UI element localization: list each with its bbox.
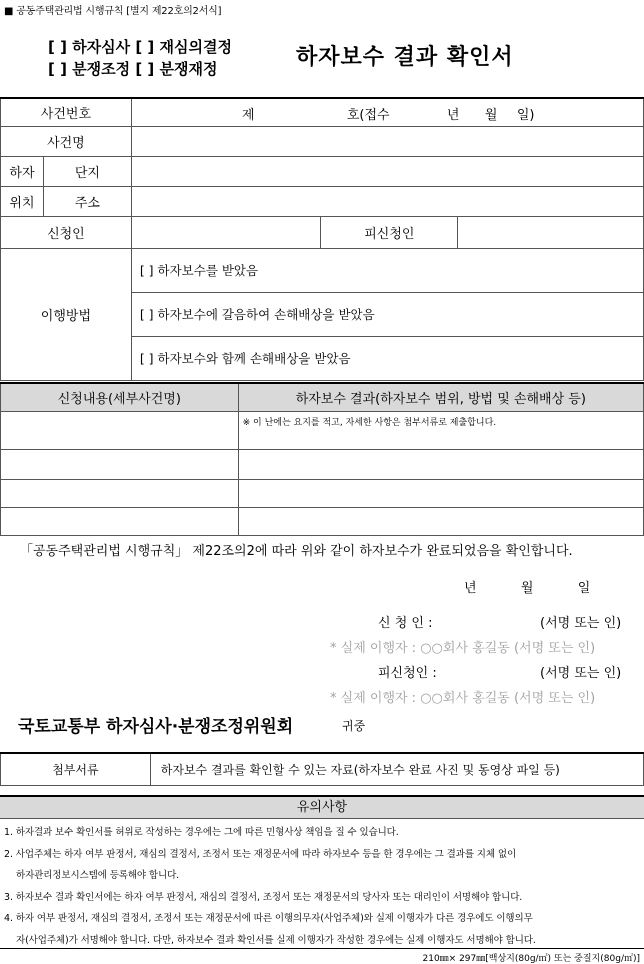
respondent-sign-label: 피신청인 : [378, 666, 437, 681]
form-type-checkboxes [48, 36, 232, 80]
content-col-request: 신청내용(세부사건명) [1, 383, 239, 411]
checkbox-line-2[interactable]: [ ] 분쟁조정 [ ] 분쟁재정 [48, 60, 218, 78]
method-option-1[interactable]: [ ] 하자보수를 받았음 [131, 248, 643, 292]
case-number-ho: 호(접수 [346, 108, 390, 124]
attachment-label: 첨부서류 [1, 753, 151, 785]
confirmation-statement: 「공동주택관리법 시행규칙」 제22조의2에 따라 위와 같이 하자보수가 완료되었음을 확인합니다. [20, 544, 573, 559]
repair-content-table [0, 382, 644, 536]
actual-performer-1: * 실제 이행자 : ○○회사 홍길동 (서명 또는 인) [330, 641, 596, 656]
attachment-table [0, 752, 644, 786]
content-col-result: 하자보수 결과(하자보수 범위, 방법 및 손해배상 등) [238, 383, 643, 411]
checkbox-line-1[interactable]: [ ] 하자심사 [ ] 재심의결정 [48, 38, 232, 56]
content-request-cell[interactable] [1, 507, 239, 535]
notes-heading: 유의사항 [0, 795, 644, 819]
respondent-field[interactable] [458, 216, 644, 248]
addressee: 귀중 [342, 719, 366, 733]
address-field[interactable] [131, 186, 643, 216]
content-request-cell[interactable] [1, 479, 239, 507]
case-number-day: 일) [516, 108, 535, 124]
content-result-cell[interactable] [238, 479, 643, 507]
actual-performer-2: * 실제 이행자 : ○○회사 홍길동 (서명 또는 인) [330, 691, 596, 706]
note-item: 하자관리정보시스템에 등록해야 합니다. [16, 870, 180, 881]
content-result-cell[interactable] [238, 507, 643, 535]
paper-spec: 210㎜× 297㎜[백상지(80g/㎡) 또는 중질지(80g/㎡)] [422, 954, 640, 964]
case-name-label: 사건명 [1, 126, 132, 156]
note-item: 4. 하자 여부 판정서, 재심의 결정서, 조정서 또는 재정문서에 따른 이행의무자(사업주체)와 실제 이행자가 다른 경우에도 이행의무 [4, 913, 533, 924]
applicant-sign-label: 신 청 인 : [378, 616, 433, 631]
address-label: 주소 [43, 186, 131, 216]
content-note: ※ 이 난에는 요지를 적고, 자세한 사항은 첨부서류로 제출합니다. [238, 411, 643, 449]
date-day: 일 [577, 581, 591, 596]
content-request-cell[interactable] [1, 411, 239, 449]
case-number-label: 사건번호 [1, 98, 132, 126]
complex-label: 단지 [43, 156, 131, 186]
respondent-label: 피신청인 [321, 216, 458, 248]
respondent-sign-area[interactable]: (서명 또는 인) [540, 666, 622, 681]
defect-location-label-1: 하자 [1, 156, 44, 186]
committee-name: 국토교통부 하자심사·분쟁조정위원회 [18, 717, 294, 737]
content-result-cell[interactable] [238, 449, 643, 479]
attachment-value: 하자보수 결과를 확인할 수 있는 자료(하자보수 완료 사진 및 동영상 파일 등) [150, 753, 643, 785]
case-number-year: 년 [446, 108, 460, 124]
case-info-table [0, 97, 644, 381]
bottom-rule [0, 948, 644, 949]
applicant-field[interactable] [131, 216, 321, 248]
signature-date[interactable] [464, 577, 590, 596]
method-label: 이행방법 [1, 248, 132, 380]
applicant-sign-area[interactable]: (서명 또는 인) [540, 616, 622, 631]
date-year: 년 [464, 581, 477, 596]
method-option-3[interactable]: [ ] 하자보수와 함께 손해배상을 받았음 [131, 336, 643, 380]
case-number-month: 월 [484, 108, 498, 124]
case-number-je: 제 [241, 108, 255, 124]
notes-list [4, 822, 640, 951]
note-item: 자(사업주체)가 서명해야 합니다. 다만, 하자보수 결과 확인서를 실제 이행자가 작성한 경우에는 실제 이행자도 서명해야 합니다. [16, 934, 536, 946]
method-option-2[interactable]: [ ] 하자보수에 갈음하여 손해배상을 받았음 [131, 292, 643, 336]
date-month: 월 [520, 581, 534, 596]
form-title: 하자보수 결과 확인서 [296, 45, 514, 70]
applicant-label: 신청인 [1, 216, 132, 248]
defect-location-label-2: 위치 [1, 186, 44, 216]
complex-field[interactable] [131, 156, 643, 186]
case-name-field[interactable] [131, 126, 643, 156]
note-item: 2. 사업주체는 하자 여부 판정서, 재심의 결정서, 조정서 또는 재정문서에 따라 하자보수 등을 한 경우에는 그 결과를 지체 없이 [4, 848, 517, 860]
content-request-cell[interactable] [1, 449, 239, 479]
note-item: 1. 하자결과 보수 확인서를 허위로 작성하는 경우에는 그에 따른 민형사상 책임을 질 수 있습니다. [4, 827, 399, 838]
note-item: 3. 하자보수 결과 확인서에는 하자 여부 판정서, 재심의 결정서, 조정서 또는 재정문서의 당사자 또는 대리인이 서명해야 합니다. [4, 891, 523, 903]
legal-reference: ■ 공동주택관리법 시행규칙 [별지 제22호의2서식] [4, 6, 222, 17]
case-number-field[interactable] [131, 98, 643, 126]
